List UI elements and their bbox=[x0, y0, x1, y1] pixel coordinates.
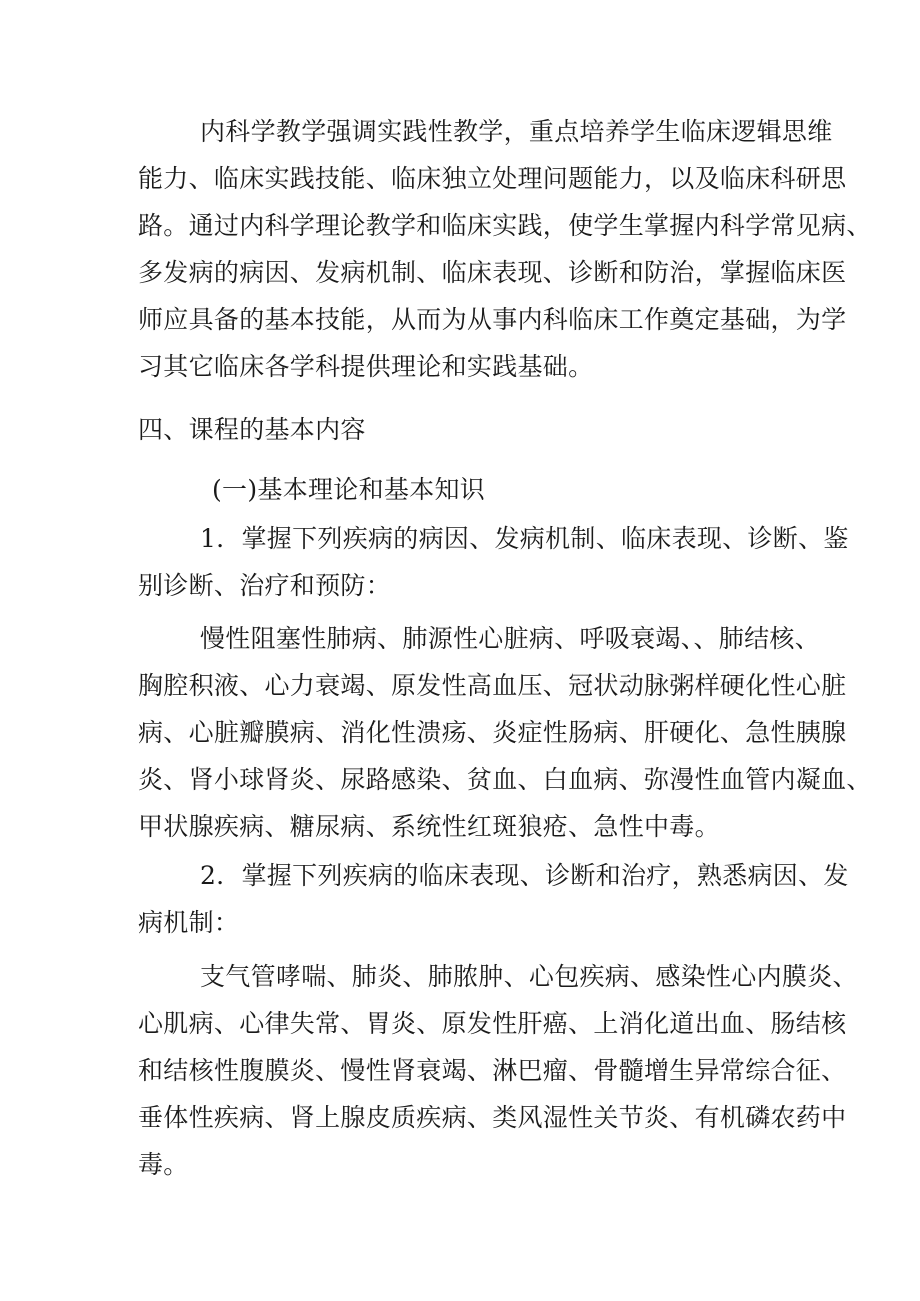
para1-line-1: 内科学教学强调实践性教学，重点培养学生临床逻辑思维 bbox=[200, 117, 833, 146]
para1-line-3: 路。通过内科学理论教学和临床实践，使学生掌握内科学常见病、 bbox=[138, 211, 872, 240]
item2-list-line-3: 和结核性腹膜炎、慢性肾衰竭、淋巴瘤、骨髓增生异常综合征、 bbox=[138, 1056, 847, 1085]
item2-list-line-1: 支气管哮喘、肺炎、肺脓肿、心包疾病、感染性心内膜炎、 bbox=[200, 962, 858, 991]
item2-list-line-5: 毒。 bbox=[138, 1150, 189, 1179]
item1-list-line-5: 甲状腺疾病、糖尿病、系统性红斑狼疮、急性中毒。 bbox=[138, 812, 720, 841]
item1-list-line-4: 炎、肾小球肾炎、尿路感染、贫血、白血病、弥漫性血管内凝血、 bbox=[138, 765, 872, 794]
item1-list-line-2: 胸腔积液、心力衰竭、原发性高血压、冠状动脉粥样硬化性心脏 bbox=[138, 671, 847, 700]
para1-line-5: 师应具备的基本技能，从而为从事内科临床工作奠定基础，为学 bbox=[138, 305, 847, 334]
item1-line-2: 别诊断、治疗和预防： bbox=[138, 571, 392, 600]
subsection-heading: (一)基本理论和基本知识 bbox=[212, 475, 486, 504]
para1-line-6: 习其它临床各学科提供理论和实践基础。 bbox=[138, 352, 594, 381]
para1-line-4: 多发病的病因、发病机制、临床表现、诊断和防治，掌握临床医 bbox=[138, 258, 847, 287]
item1-line-1: 1．掌握下列疾病的病因、发病机制、临床表现、诊断、鉴 bbox=[200, 524, 849, 553]
item2-list-line-4: 垂体性疾病、肾上腺皮质疾病、类风湿性关节炎、有机磷农药中 bbox=[138, 1103, 847, 1132]
item2-line-1: 2．掌握下列疾病的临床表现、诊断和治疗，熟悉病因、发 bbox=[200, 861, 849, 890]
item1-list-line-3: 病、心脏瓣膜病、消化性溃疡、炎症性肠病、肝硬化、急性胰腺 bbox=[138, 718, 847, 747]
section-heading: 四、课程的基本内容 bbox=[138, 415, 366, 444]
item2-list-line-2: 心肌病、心律失常、胃炎、原发性肝癌、上消化道出血、肠结核 bbox=[138, 1009, 847, 1038]
item2-line-2: 病机制： bbox=[138, 908, 240, 937]
item1-list-line-1: 慢性阻塞性肺病、肺源性心脏病、呼吸衰竭、、肺结核、 bbox=[200, 624, 821, 653]
para1-line-2: 能力、临床实践技能、临床独立处理问题能力，以及临床科研思 bbox=[138, 164, 847, 193]
